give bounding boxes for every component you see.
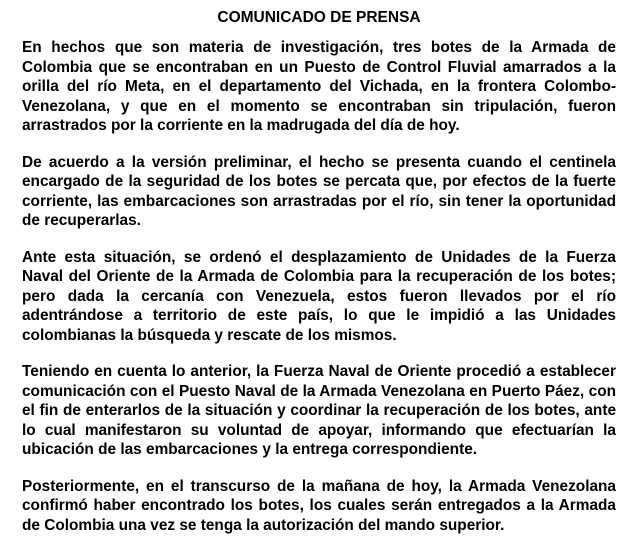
document-title: COMUNICADO DE PRENSA bbox=[217, 9, 421, 26]
paragraph-3: Ante esta situación, se ordenó el desplazamiento de Unidades de la Fuerza Naval del Oriente de la Armada de Colombia para la recuperación de los botes; pero dada la cercanía con Venezuela, estos fueron llevados por el río adentrándose a territorio de este país, lo que le impidió a las Unidades colombianas la búsqueda y rescate de los mismos. bbox=[22, 248, 616, 344]
paragraph-4: Teniendo en cuenta lo anterior, la Fuerza Naval de Oriente procedió a establecer comunicación con el Puesto Naval de la Armada Venezolana en Puerto Páez, con el fin de enterarlos de la situación y coordinar la recuperación de los botes, ante lo cual manifestaron su voluntad de apoyar, informando que efectuarían la ubicación de las embarcaciones y la entrega correspondiente. bbox=[22, 363, 616, 458]
paragraph-2: De acuerdo a la versión preliminar, el hecho se presenta cuando el centinela encargado de la seguridad de los botes se percata que, por efectos de la fuerte corriente, las embarcaciones son arrastradas por el río, sin tener la oportunidad de recuperarlas. bbox=[22, 153, 616, 229]
press-release-document bbox=[22, 8, 616, 552]
paragraph-1: En hechos que son materia de investigación, tres botes de la Armada de Colombia que se encontraban en un Puesto de Control Fluvial amarrados a la orilla del río Meta, en el departamento del Vichada, en la frontera Colombo-Venezolana, y que en el momento se encontraban sin tripulación, fueron arrastrados por la corriente en la madrugada del día de hoy. bbox=[22, 39, 616, 134]
paragraph-5: Posteriormente, en el transcurso de la mañana de hoy, la Armada Venezolana confirmó haber encontrado los botes, los cuales serán entregados a la Armada de Colombia una vez se tenga la autorización del mando superior. bbox=[22, 477, 616, 534]
